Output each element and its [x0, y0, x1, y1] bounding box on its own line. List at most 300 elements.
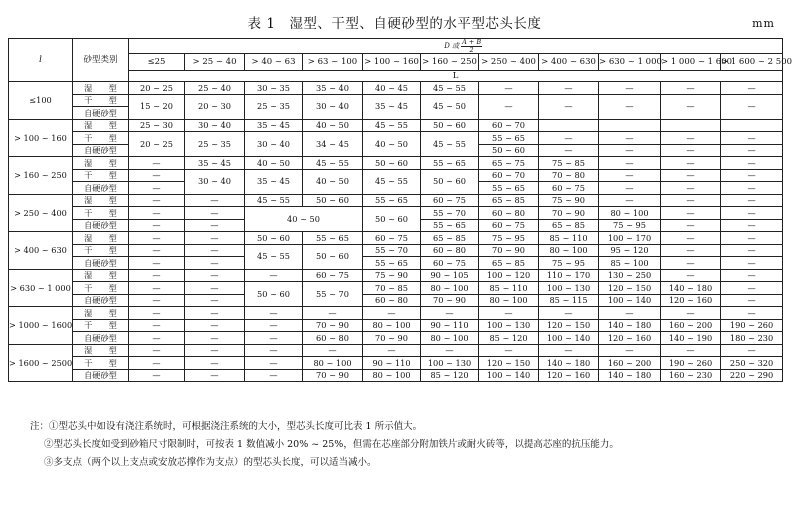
table-cell: —: [721, 294, 783, 307]
table-cell: 60 ~ 80: [363, 294, 421, 307]
table-cell: 80 ~ 100: [421, 282, 479, 295]
table-cell: 20 ~ 25: [129, 82, 185, 95]
table-cell: 85 ~ 120: [479, 332, 539, 345]
table-cell: 70 ~ 90: [363, 332, 421, 345]
table-cell: 80 ~ 100: [599, 207, 661, 220]
table-cell: —: [661, 144, 721, 157]
table-cell: 120 ~ 160: [599, 332, 661, 345]
table-cell: 60 ~ 80: [303, 332, 363, 345]
table-cell: 25 ~ 40: [185, 82, 245, 95]
table-cell: —: [721, 94, 783, 119]
table-cell: 60 ~ 75: [479, 219, 539, 232]
table-cell: —: [129, 307, 185, 320]
table-row: [9, 244, 783, 257]
table-cell: 65 ~ 85: [421, 232, 479, 245]
table-cell: 45 ~ 55: [303, 157, 363, 170]
table-cell: 140 ~ 180: [539, 357, 599, 370]
table-cell: —: [185, 257, 245, 270]
table-cell: 80 ~ 100: [421, 332, 479, 345]
table-cell: 30 ~ 35: [245, 82, 303, 95]
table-row: [9, 39, 783, 54]
header-d-range: > 100 ~ 160: [363, 54, 421, 71]
sand-type-label: 湿 型: [73, 82, 129, 95]
table-cell: 90 ~ 110: [421, 319, 479, 332]
table-cell: —: [599, 194, 661, 207]
table-cell: —: [721, 132, 783, 145]
table-row: [9, 94, 783, 107]
header-d-range: ≤25: [129, 54, 185, 71]
table-cell: —: [661, 307, 721, 320]
sand-type-label: 干 型: [73, 207, 129, 220]
table-cell: 100 ~ 130: [479, 319, 539, 332]
table-cell: —: [129, 257, 185, 270]
table-cell: 60 ~ 70: [479, 119, 539, 132]
sand-type-label: 自硬砂型: [73, 332, 129, 345]
table-cell: 20 ~ 25: [129, 132, 185, 157]
table-row: [9, 282, 783, 295]
table-cell: 80 ~ 100: [363, 369, 421, 382]
table-cell: —: [539, 94, 599, 119]
table-cell: 110 ~ 170: [539, 269, 599, 282]
sand-type-label: 自硬砂型: [73, 107, 129, 120]
table-row: [9, 157, 783, 170]
table-cell: 140 ~ 180: [599, 369, 661, 382]
table-row: [9, 207, 783, 220]
sand-type-label: 自硬砂型: [73, 182, 129, 195]
table-row: [9, 169, 783, 182]
table-cell: 15 ~ 20: [129, 94, 185, 119]
table-cell: 75 ~ 95: [599, 219, 661, 232]
row-l-value: ≤100: [9, 82, 73, 120]
row-l-value: > 100 ~ 160: [9, 119, 73, 157]
table-row: [9, 119, 783, 132]
row-l-value: > 400 ~ 630: [9, 232, 73, 270]
table-cell: —: [661, 344, 721, 357]
header-d-range: > 160 ~ 250: [421, 54, 479, 71]
table-cell: 50 ~ 60: [479, 144, 539, 157]
table-cell: —: [129, 319, 185, 332]
table-cell: —: [245, 344, 303, 357]
table-cell: 60 ~ 70: [479, 169, 539, 182]
sand-type-label: 湿 型: [73, 194, 129, 207]
table-cell: —: [479, 307, 539, 320]
header-d-range: > 630 ~ 1 000: [599, 54, 661, 71]
row-l-value: > 630 ~ 1 000: [9, 269, 73, 307]
table-cell: —: [185, 194, 245, 207]
table-cell: 65 ~ 85: [479, 194, 539, 207]
header-d-or-ab: [129, 39, 783, 54]
table-cell: —: [129, 332, 185, 345]
table-cell: 85 ~ 115: [539, 294, 599, 307]
sand-type-label: 干 型: [73, 169, 129, 182]
table-cell: 65 ~ 85: [479, 257, 539, 270]
table-cell: 95 ~ 120: [599, 244, 661, 257]
table-cell: 60 ~ 75: [539, 182, 599, 195]
table-cell: —: [185, 282, 245, 295]
table-cell: 250 ~ 320: [721, 357, 783, 370]
sand-type-label: 自硬砂型: [73, 369, 129, 382]
table-cell: 75 ~ 90: [539, 194, 599, 207]
row-l-value: > 250 ~ 400: [9, 194, 73, 232]
table-cell: [539, 119, 599, 132]
table-cell: 60 ~ 80: [421, 244, 479, 257]
table-cell: 70 ~ 80: [539, 169, 599, 182]
table-cell: 55 ~ 70: [363, 244, 421, 257]
table-cell: —: [129, 344, 185, 357]
table-cell: 100 ~ 140: [479, 369, 539, 382]
table-cell: 34 ~ 45: [303, 132, 363, 157]
table-cell: 35 ~ 40: [303, 82, 363, 95]
table-cell: 45 ~ 55: [363, 119, 421, 132]
table-cell: 30 ~ 40: [245, 132, 303, 157]
table-row: [9, 194, 783, 207]
table-cell: 80 ~ 100: [303, 357, 363, 370]
table-cell: —: [661, 269, 721, 282]
header-d-range: > 63 ~ 100: [303, 54, 363, 71]
table-cell: 80 ~ 100: [539, 244, 599, 257]
table-cell: —: [721, 182, 783, 195]
table-cell: —: [721, 269, 783, 282]
table-cell: —: [661, 169, 721, 182]
table-row: [9, 369, 783, 382]
table-cell: 50 ~ 60: [421, 169, 479, 194]
table-cell: 85 ~ 110: [539, 232, 599, 245]
table-cell: —: [245, 369, 303, 382]
table-cell: —: [721, 219, 783, 232]
table-cell: 70 ~ 90: [539, 207, 599, 220]
table-cell: 55 ~ 70: [303, 282, 363, 307]
table-cell: —: [721, 82, 783, 95]
header-d-range: > 40 ~ 63: [245, 54, 303, 71]
table-cell: —: [129, 357, 185, 370]
table-cell: —: [185, 319, 245, 332]
table-cell: —: [661, 132, 721, 145]
table-cell: 160 ~ 200: [661, 319, 721, 332]
table-cell: —: [129, 157, 185, 170]
table-cell: —: [129, 182, 185, 195]
table-cell: 35 ~ 45: [185, 157, 245, 170]
table-cell: 30 ~ 40: [303, 94, 363, 119]
table-cell: 65 ~ 85: [539, 219, 599, 232]
table-cell: 55 ~ 65: [421, 219, 479, 232]
table-cell: 100 ~ 140: [539, 332, 599, 345]
row-l-value: > 1000 ~ 1600: [9, 307, 73, 345]
table-cell: —: [661, 94, 721, 119]
table-cell: 45 ~ 55: [245, 194, 303, 207]
table-cell: —: [721, 344, 783, 357]
sand-type-label: 湿 型: [73, 269, 129, 282]
table-cell: 40 ~ 50: [303, 169, 363, 194]
table-cell: —: [599, 169, 661, 182]
d-fraction: [461, 39, 482, 53]
table-cell: 90 ~ 105: [421, 269, 479, 282]
table-row: [9, 307, 783, 320]
table-cell: 45 ~ 55: [245, 244, 303, 269]
header-d-range: > 400 ~ 630: [539, 54, 599, 71]
table-row: [9, 344, 783, 357]
table-cell: —: [129, 232, 185, 245]
table-cell: —: [479, 94, 539, 119]
table-cell: 180 ~ 230: [721, 332, 783, 345]
d-fraction-denominator: 2: [469, 45, 474, 54]
table-cell: —: [661, 207, 721, 220]
table-cell: —: [599, 157, 661, 170]
table-cell: 120 ~ 160: [539, 369, 599, 382]
table-cell: —: [421, 307, 479, 320]
table-cell: 85 ~ 120: [421, 369, 479, 382]
table-cell: —: [245, 269, 303, 282]
table-cell: 70 ~ 90: [479, 244, 539, 257]
table-cell: 35 ~ 45: [245, 119, 303, 132]
table-cell: —: [303, 344, 363, 357]
table-cell: —: [185, 244, 245, 257]
table-title: [0, 12, 789, 32]
table-cell: —: [721, 307, 783, 320]
table-cell: 60 ~ 75: [363, 232, 421, 245]
table-cell: —: [661, 82, 721, 95]
table-cell: —: [721, 282, 783, 295]
table-cell: 140 ~ 190: [661, 332, 721, 345]
table-cell: 75 ~ 95: [539, 257, 599, 270]
table-row: [9, 269, 783, 282]
table-cell: 100 ~ 120: [479, 269, 539, 282]
sand-type-label: 自硬砂型: [73, 294, 129, 307]
table-cell: —: [129, 207, 185, 220]
table-cell: 70 ~ 90: [303, 319, 363, 332]
table-cell: —: [661, 194, 721, 207]
table-cell: —: [661, 219, 721, 232]
header-L: L: [129, 71, 783, 82]
table-cell: 45 ~ 55: [363, 169, 421, 194]
row-l-value: > 160 ~ 250: [9, 157, 73, 195]
table-cell: 55 ~ 65: [303, 232, 363, 245]
table-cell: —: [129, 169, 185, 182]
table-cell: —: [539, 132, 599, 145]
table-cell: —: [599, 307, 661, 320]
table-cell: —: [539, 144, 599, 157]
header-d-range: > 1 600 ~ 2 500: [721, 54, 783, 71]
table-cell: 190 ~ 260: [721, 319, 783, 332]
table-cell: 55 ~ 65: [479, 182, 539, 195]
table-row: [9, 257, 783, 270]
table-cell: 80 ~ 100: [479, 294, 539, 307]
table-cell: —: [185, 332, 245, 345]
sand-type-label: 干 型: [73, 94, 129, 107]
sand-type-label: 湿 型: [73, 157, 129, 170]
header-d-range: > 25 ~ 40: [185, 54, 245, 71]
table-row: [9, 357, 783, 370]
table-cell: —: [185, 294, 245, 307]
table-cell: 50 ~ 60: [303, 194, 363, 207]
sand-type-label: 干 型: [73, 319, 129, 332]
table-cell: 20 ~ 30: [185, 94, 245, 119]
table-cell: 70 ~ 90: [421, 294, 479, 307]
sand-type-label: 湿 型: [73, 232, 129, 245]
table-cell: 40 ~ 50: [245, 157, 303, 170]
table-cell: —: [129, 219, 185, 232]
header-sand-type: 砂型类别: [73, 39, 129, 82]
sand-type-label: 干 型: [73, 244, 129, 257]
table-number: 表 1: [247, 16, 276, 32]
table-cell: 55 ~ 65: [479, 132, 539, 145]
table-cell: —: [599, 344, 661, 357]
table-cell: —: [129, 294, 185, 307]
table-cell: —: [539, 307, 599, 320]
table-caption: 湿型、干型、自硬砂型的水平型芯头长度: [289, 16, 542, 32]
table-cell: 35 ~ 45: [363, 94, 421, 119]
table-cell: —: [721, 194, 783, 207]
table-cell: —: [661, 244, 721, 257]
table-cell: 25 ~ 35: [185, 132, 245, 157]
sand-type-label: 湿 型: [73, 119, 129, 132]
table-cell: —: [245, 332, 303, 345]
table-cell: —: [363, 307, 421, 320]
table-cell: 45 ~ 55: [421, 82, 479, 95]
table-cell: —: [421, 344, 479, 357]
table-cell: —: [599, 94, 661, 119]
table-cell: 35 ~ 45: [245, 169, 303, 194]
table-cell: 60 ~ 75: [421, 257, 479, 270]
table-cell: —: [185, 219, 245, 232]
table-cell: 55 ~ 65: [363, 194, 421, 207]
table-cell: 75 ~ 95: [479, 232, 539, 245]
table-cell: 50 ~ 60: [363, 207, 421, 232]
table-cell: —: [363, 344, 421, 357]
table-cell: 45 ~ 50: [421, 94, 479, 119]
table-cell: —: [599, 132, 661, 145]
note-2: ②型芯头长度如受到砂箱尺寸限制时，可按表 1 数值减小 20% ~ 25%，但需在芯座部分附加铁片或耐火砖等，以提高芯座的抗压能力。: [44, 439, 619, 450]
table-cell: 220 ~ 290: [721, 369, 783, 382]
table-cell: —: [129, 282, 185, 295]
table-cell: —: [721, 207, 783, 220]
table-cell: —: [599, 144, 661, 157]
table-cell: 60 ~ 75: [421, 194, 479, 207]
table-row: [9, 332, 783, 345]
table-cell: —: [721, 157, 783, 170]
sand-type-label: 自硬砂型: [73, 257, 129, 270]
table-cell: 60 ~ 75: [303, 269, 363, 282]
table-cell: 55 ~ 65: [421, 157, 479, 170]
table-row: [9, 132, 783, 145]
table-cell: —: [599, 82, 661, 95]
table-row: [9, 319, 783, 332]
table-cell: 80 ~ 100: [363, 319, 421, 332]
table-cell: —: [245, 319, 303, 332]
table-cell: —: [721, 169, 783, 182]
table-cell: [721, 119, 783, 132]
table-cell: 40 ~ 50: [363, 132, 421, 157]
sand-type-label: 自硬砂型: [73, 219, 129, 232]
core-print-length-table: [8, 38, 792, 382]
sand-type-label: 干 型: [73, 282, 129, 295]
table-cell: 100 ~ 140: [599, 294, 661, 307]
table-cell: 130 ~ 250: [599, 269, 661, 282]
table-cell: —: [599, 182, 661, 195]
table-cell: —: [185, 307, 245, 320]
table-cell: 25 ~ 35: [245, 94, 303, 119]
table-cell: 40 ~ 50: [303, 119, 363, 132]
row-l-value: > 1600 ~ 2500: [9, 344, 73, 382]
table-cell: 50 ~ 60: [245, 232, 303, 245]
table-cell: —: [479, 82, 539, 95]
d-fraction-numerator: A + B: [462, 38, 482, 46]
table-cell: —: [539, 82, 599, 95]
note-3: ③多支点（两个以上支点或安放芯撑作为支点）的型芯头长度，可以适当减小。: [44, 457, 377, 468]
table-cell: 55 ~ 65: [363, 257, 421, 270]
table-row: [9, 82, 783, 95]
table-cell: 100 ~ 130: [421, 357, 479, 370]
table-cell: —: [721, 144, 783, 157]
table-cell: 75 ~ 90: [363, 269, 421, 282]
table-cell: 70 ~ 85: [363, 282, 421, 295]
table-cell: —: [661, 257, 721, 270]
table-cell: —: [129, 269, 185, 282]
table-cell: —: [539, 344, 599, 357]
table-cell: 65 ~ 75: [479, 157, 539, 170]
header-d-range: > 1 000 ~ 1 600: [661, 54, 721, 71]
table-row: [9, 232, 783, 245]
table-cell: 60 ~ 80: [479, 207, 539, 220]
table-cell: 45 ~ 55: [421, 132, 479, 157]
table-cell: 85 ~ 110: [479, 282, 539, 295]
table-cell: 30 ~ 40: [185, 119, 245, 132]
table-cell: 190 ~ 260: [661, 357, 721, 370]
table-cell: 140 ~ 180: [661, 282, 721, 295]
table-cell: —: [661, 182, 721, 195]
header-d-range: > 250 ~ 400: [479, 54, 539, 71]
sand-type-label: 干 型: [73, 132, 129, 145]
sand-type-label: 自硬砂型: [73, 144, 129, 157]
table-cell: 50 ~ 60: [421, 119, 479, 132]
table-cell: 90 ~ 110: [363, 357, 421, 370]
sand-type-label: 湿 型: [73, 344, 129, 357]
unit-label: mm: [752, 17, 775, 30]
table-cell: —: [129, 369, 185, 382]
table-cell: —: [661, 232, 721, 245]
table-cell: 120 ~ 150: [539, 319, 599, 332]
table-cell: —: [661, 157, 721, 170]
table-cell: —: [129, 244, 185, 257]
note-1: 注：①型芯头中如设有浇注系统时，可根据浇注系统的大小，型芯头长度可比表 1 所示值大。: [30, 421, 423, 432]
table-cell: —: [185, 207, 245, 220]
table-cell: 160 ~ 230: [661, 369, 721, 382]
table-cell: 120 ~ 150: [599, 282, 661, 295]
table-cell: 120 ~ 150: [479, 357, 539, 370]
table-cell: —: [129, 194, 185, 207]
table-cell: 55 ~ 70: [421, 207, 479, 220]
table-cell: 75 ~ 85: [539, 157, 599, 170]
table-cell: —: [245, 307, 303, 320]
table-cell: —: [721, 257, 783, 270]
table-cell: —: [721, 244, 783, 257]
table-cell: 70 ~ 90: [303, 369, 363, 382]
table-cell: [661, 119, 721, 132]
sand-type-label: 干 型: [73, 357, 129, 370]
header-l: l: [9, 39, 73, 82]
table-cell: —: [721, 232, 783, 245]
table-cell: —: [185, 357, 245, 370]
table-cell: 40 ~ 45: [363, 82, 421, 95]
d-label: D 或: [444, 42, 460, 50]
table-cell: [599, 119, 661, 132]
table-cell: 140 ~ 180: [599, 319, 661, 332]
table-cell: —: [245, 357, 303, 370]
table-cell: —: [185, 344, 245, 357]
table-cell: 120 ~ 160: [661, 294, 721, 307]
table-cell: 85 ~ 100: [599, 257, 661, 270]
table-cell: 100 ~ 170: [599, 232, 661, 245]
table-cell: 50 ~ 60: [363, 157, 421, 170]
